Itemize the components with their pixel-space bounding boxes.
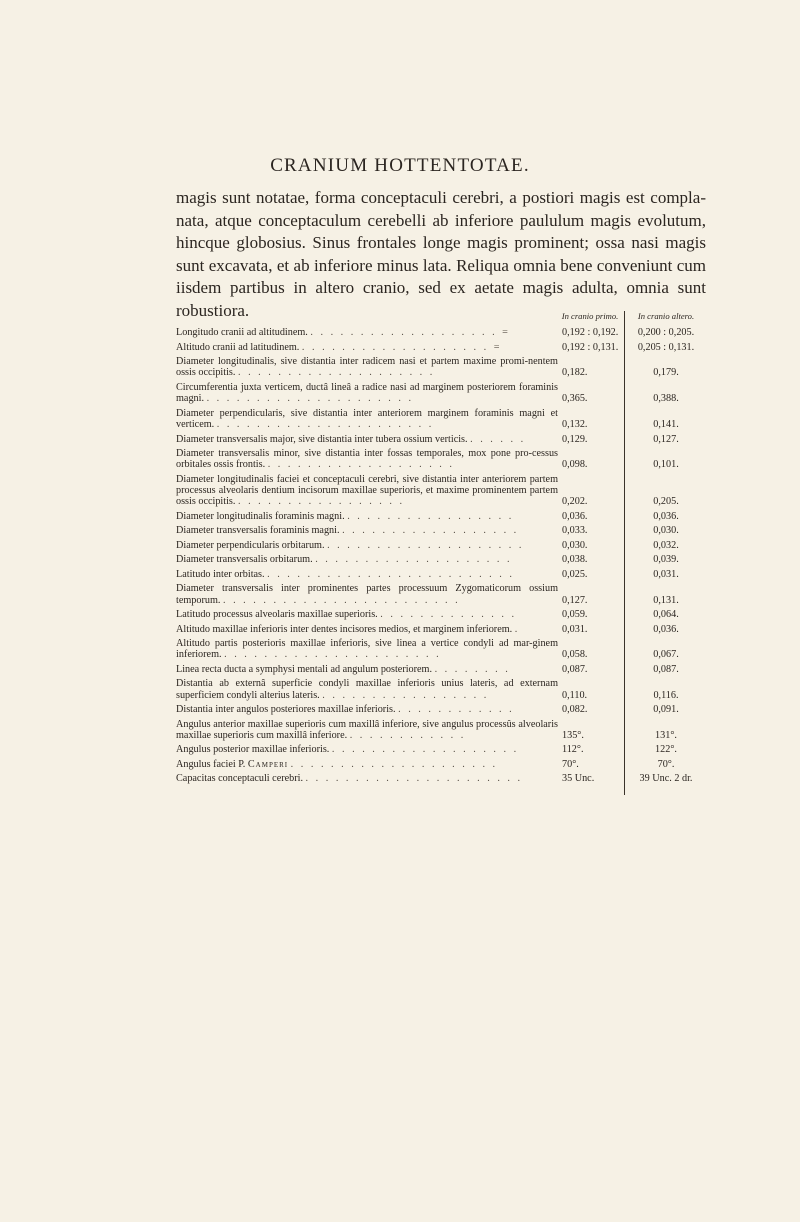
- value-first-cranium: 0,036.: [562, 510, 588, 522]
- value-second-cranium: 70°.: [657, 758, 675, 770]
- table-row: [176, 338, 708, 352]
- value-first-cranium: 0,129.: [562, 433, 588, 445]
- table-row: [176, 715, 708, 741]
- row-label: [176, 580, 558, 606]
- dot-leader: . . . . . . . . . . . . . . . . . . . . . .: [224, 649, 442, 661]
- row-label-text: Angulus faciei P.: [176, 758, 246, 770]
- row-label: [176, 537, 558, 551]
- row-label-text: Latitudo inter orbitas.: [176, 568, 265, 580]
- row-label-text: Circumferentia juxta verticem, ductâ lineâ a radice nasi ad marginem posteriorem foraminis magni.: [176, 381, 558, 405]
- table-body: [176, 324, 708, 785]
- value-second-cranium: 0,039.: [653, 554, 679, 566]
- dot-leader: . . . . . . . . . . . . . . . . . . . .: [327, 539, 524, 551]
- table-row: [176, 701, 708, 715]
- value-first-cranium: 0,365.: [562, 393, 588, 405]
- value-first-cranium: 0,132.: [562, 419, 588, 431]
- dot-leader: . . . . . . . . . . . . . . . . .: [347, 510, 514, 522]
- table-row: [176, 353, 708, 379]
- dot-leader: . . . . . . . . . . . .: [398, 704, 515, 716]
- value-second-cranium: 0,087.: [653, 663, 679, 675]
- value-second-cranium: 0,388.: [653, 393, 679, 405]
- value-second-cranium: 131°.: [655, 729, 677, 741]
- value-second-cranium: 0,064.: [653, 609, 679, 621]
- value-first-cranium: 0,087.: [562, 663, 588, 675]
- value-first-cranium: 0,110.: [562, 689, 588, 701]
- row-label-text: Diameter transversalis orbitarum.: [176, 554, 313, 566]
- table-header: [176, 311, 708, 324]
- row-label-text: Angulus posterior maxillae inferioris.: [176, 744, 330, 756]
- dot-leader: . . . . . . . . . . . . . . . . . . . .: [315, 554, 513, 566]
- row-label-text: Diameter transversalis foraminis magni.: [176, 525, 340, 537]
- measurement-table: [176, 311, 708, 785]
- row-label-text: Altitudo cranii ad latitudinem.: [176, 341, 300, 353]
- row-label-text: Altitudo maxillae inferioris inter dentes incisores medios, et marginem inferiorem.: [176, 623, 513, 635]
- table-row: [176, 379, 708, 405]
- dot-leader: . . . . . . . . . . . . . . . . .: [322, 689, 489, 701]
- table-row: [176, 635, 708, 661]
- table-row: [176, 522, 708, 536]
- value-second-cranium: 0,031.: [653, 568, 679, 580]
- row-label: [176, 770, 558, 784]
- dot-leader: . . . . . . . . . . . . . . . . . . . . . . . .: [222, 594, 461, 606]
- dot-leader: . . . . . . . . . . . . . . . . . . .: [331, 744, 519, 756]
- value-second-cranium: 0,127.: [653, 433, 679, 445]
- dot-leader: . . . . . . . . . . . . . . . . . . .: [267, 459, 455, 471]
- value-first-cranium: 0,182.: [562, 367, 588, 379]
- dot-leader: . . . . . . . .: [434, 663, 511, 675]
- value-first-cranium: 35 Unc.: [562, 773, 595, 785]
- row-label: [176, 445, 558, 471]
- row-label-text: Distantia inter angulos posteriores maxillae inferioris.: [176, 704, 396, 716]
- dot-leader: . . . . . . . . . . . . . . . . . . . . .: [206, 393, 414, 405]
- column-header-first-cranium: In cranio primo.: [561, 311, 619, 321]
- row-label-text: Capacitas conceptaculi cerebri.: [176, 773, 303, 785]
- value-first-cranium: 0,059.: [562, 609, 588, 621]
- table-row: [176, 675, 708, 701]
- row-label-text: Diameter perpendicularis orbitarum.: [176, 539, 325, 551]
- table-row: [176, 661, 708, 675]
- dot-leader: . . . . . . . . . . . . . . . . . . . . .: [290, 758, 498, 770]
- table-row: [176, 741, 708, 755]
- value-second-cranium: 0,036.: [653, 623, 679, 635]
- table-row: [176, 620, 708, 634]
- row-label-text: Diameter longitudinalis faciei et conceptaculi cerebri, sive distantia inter anteriorem partem processus alveolaris dentium incisorum maxillae superioris, et maxime prominentem partem ossis occipitis.: [176, 473, 558, 508]
- table-row: [176, 566, 708, 580]
- row-label: [176, 566, 558, 580]
- value-first-cranium: 0,033.: [562, 525, 588, 537]
- table-row: [176, 537, 708, 551]
- value-second-cranium: 0,091.: [653, 704, 679, 716]
- dot-leader: . . . . . . . . . . . . . . . . .: [237, 496, 405, 508]
- value-first-cranium: 0,202.: [562, 496, 588, 508]
- table-row: [176, 445, 708, 471]
- table-row: [176, 471, 708, 508]
- page-heading: CRANIUM HOTTENTOTAE.: [270, 155, 530, 176]
- dot-leader: . . . . . . . . . . . . . . . . . . . . . . . . .: [267, 568, 515, 580]
- row-label-text: Distantia ab externâ superficie condyli maxillae inferioris unius lateris, ad externam superficiem condyli alterius lateris.: [176, 678, 558, 701]
- table-row: [176, 580, 708, 606]
- value-first-cranium: 0,031.: [562, 623, 588, 635]
- row-label-text: Diameter perpendicularis, sive distantia inter anteriorem marginem foraminis magni et verticem.: [176, 407, 558, 431]
- value-first-cranium: 112°.: [562, 744, 584, 756]
- table-row: [176, 430, 708, 444]
- row-label: [176, 405, 558, 431]
- row-label-text: Diameter transversalis minor, sive distantia inter fossas temporales, mox pone pro-cessus orbitales ossis frontis.: [176, 447, 558, 471]
- value-first-cranium: 0,030.: [562, 539, 588, 551]
- dot-leader: . . . . . . . . . . . . . . . . . .: [342, 525, 519, 537]
- value-first-cranium: 0,127.: [562, 594, 588, 606]
- value-second-cranium: 0,032.: [653, 539, 679, 551]
- table-row: [176, 324, 708, 338]
- row-label: [176, 471, 558, 508]
- row-label: [176, 620, 558, 634]
- row-label: [176, 353, 558, 379]
- value-second-cranium: 0,036.: [653, 510, 679, 522]
- row-label-text: Diameter longitudinalis, sive distantia inter radicem nasi et partem maxime promi-nentem ossis occipitis.: [176, 356, 558, 379]
- row-label: [176, 379, 558, 405]
- row-label-text: Latitudo processus alveolaris maxillae superioris.: [176, 609, 378, 621]
- row-label-text: Diameter longitudinalis foraminis magni.: [176, 510, 345, 522]
- table-row: [176, 405, 708, 431]
- value-first-cranium: 0,082.: [562, 704, 588, 716]
- value-first-cranium: 0,058.: [562, 649, 588, 661]
- value-second-cranium: 0,179.: [653, 367, 679, 379]
- value-second-cranium: 0,101.: [653, 459, 679, 471]
- value-second-cranium: 0,067.: [653, 649, 679, 661]
- row-label-text: Longitudo cranii ad altitudinem.: [176, 327, 308, 339]
- row-label: [176, 324, 558, 338]
- row-label-author: Camperi: [247, 758, 289, 770]
- dot-leader: . . . . . . . . . . . . . . . . . . . . . .: [216, 419, 434, 431]
- row-label: [176, 606, 558, 620]
- row-label-text: Linea recta ducta a symphysi mentali ad angulum posteriorem.: [176, 663, 433, 675]
- row-label: [176, 522, 558, 536]
- row-label: [176, 675, 558, 701]
- table-row: [176, 770, 708, 784]
- dot-leader: . . . . . . . . . . . . . . . . . . . . . .: [305, 773, 523, 785]
- row-label: [176, 715, 558, 741]
- value-second-cranium: 0,141.: [653, 419, 679, 431]
- table-row: [176, 508, 708, 522]
- row-label: [176, 430, 558, 444]
- value-first-cranium: 0,038.: [562, 554, 588, 566]
- dot-leader: . . . . . . . . . . . . . .: [380, 609, 517, 621]
- table-row: [176, 756, 708, 770]
- value-second-cranium: 0,116.: [653, 689, 679, 701]
- value-second-cranium: 0,205.: [653, 496, 679, 508]
- body-paragraph: magis sunt notatae, forma conceptaculi cerebri, a postiori magis est compla-nata, atque conceptaculum cerebelli ab inferiore paululum magis evolutum, hincque globosius. Sinus frontales longe magis prominent; ossa nasi magis sunt excavata, et ab inferiore minus lata. Reliqua omnia bene conveniunt cum iisdem partibus in altero cranio, sed ex aetate magis adulta, omnia sunt robustiora.: [176, 188, 706, 320]
- table-row: [176, 606, 708, 620]
- row-label-text: Angulus anterior maxillae superioris cum maxillâ inferiore, sive angulus processûs alveolaris maxillae superioris cum maxillâ inferiore.: [176, 718, 558, 741]
- row-label-text: Diameter transversalis inter prominentes partes processuum Zygomaticorum ossium temporum.: [176, 583, 558, 606]
- dot-leader: . . . . . . . . . . . . . . . . . . . .: [237, 367, 435, 379]
- row-label: [176, 661, 558, 675]
- value-first-cranium: 70°.: [562, 758, 579, 770]
- value-first-cranium: 0,192 : 0,131.: [562, 341, 619, 353]
- row-label: [176, 701, 558, 715]
- value-second-cranium: 0,200 : 0,205.: [637, 327, 695, 339]
- value-first-cranium: 0,025.: [562, 568, 588, 580]
- row-label-text: Diameter transversalis major, sive distantia inter tubera ossium verticis.: [176, 433, 468, 445]
- column-header-second-cranium: In cranio altero.: [637, 311, 695, 321]
- dot-leader: . . . . . . . . . . . . . . . . . . . =: [310, 327, 511, 339]
- dot-leader: . . . . . .: [470, 433, 526, 445]
- table-row: [176, 551, 708, 565]
- value-first-cranium: 0,098.: [562, 459, 588, 471]
- dot-leader: .: [514, 623, 520, 635]
- value-second-cranium: 0,131.: [653, 594, 679, 606]
- value-second-cranium: 122°.: [655, 744, 677, 756]
- value-first-cranium: 135°.: [562, 729, 584, 741]
- row-label: [176, 508, 558, 522]
- row-label: [176, 741, 558, 755]
- value-second-cranium: 39 Unc. 2 dr.: [639, 773, 693, 785]
- value-second-cranium: 0,030.: [653, 525, 679, 537]
- dot-leader: . . . . . . . . . . . . . . . . . . . =: [301, 341, 502, 353]
- row-label: [176, 635, 558, 661]
- value-second-cranium: 0,205 : 0,131.: [637, 341, 695, 353]
- dot-leader: . . . . . . . . . . . .: [349, 729, 466, 741]
- row-label: [176, 551, 558, 565]
- value-first-cranium: 0,192 : 0,192.: [562, 327, 619, 339]
- row-label: [176, 338, 558, 352]
- row-label: [176, 756, 558, 770]
- row-label-text: Altitudo partis posterioris maxillae inferioris, sive linea a vertice condyli ad mar-ginem inferiorem.: [176, 638, 558, 661]
